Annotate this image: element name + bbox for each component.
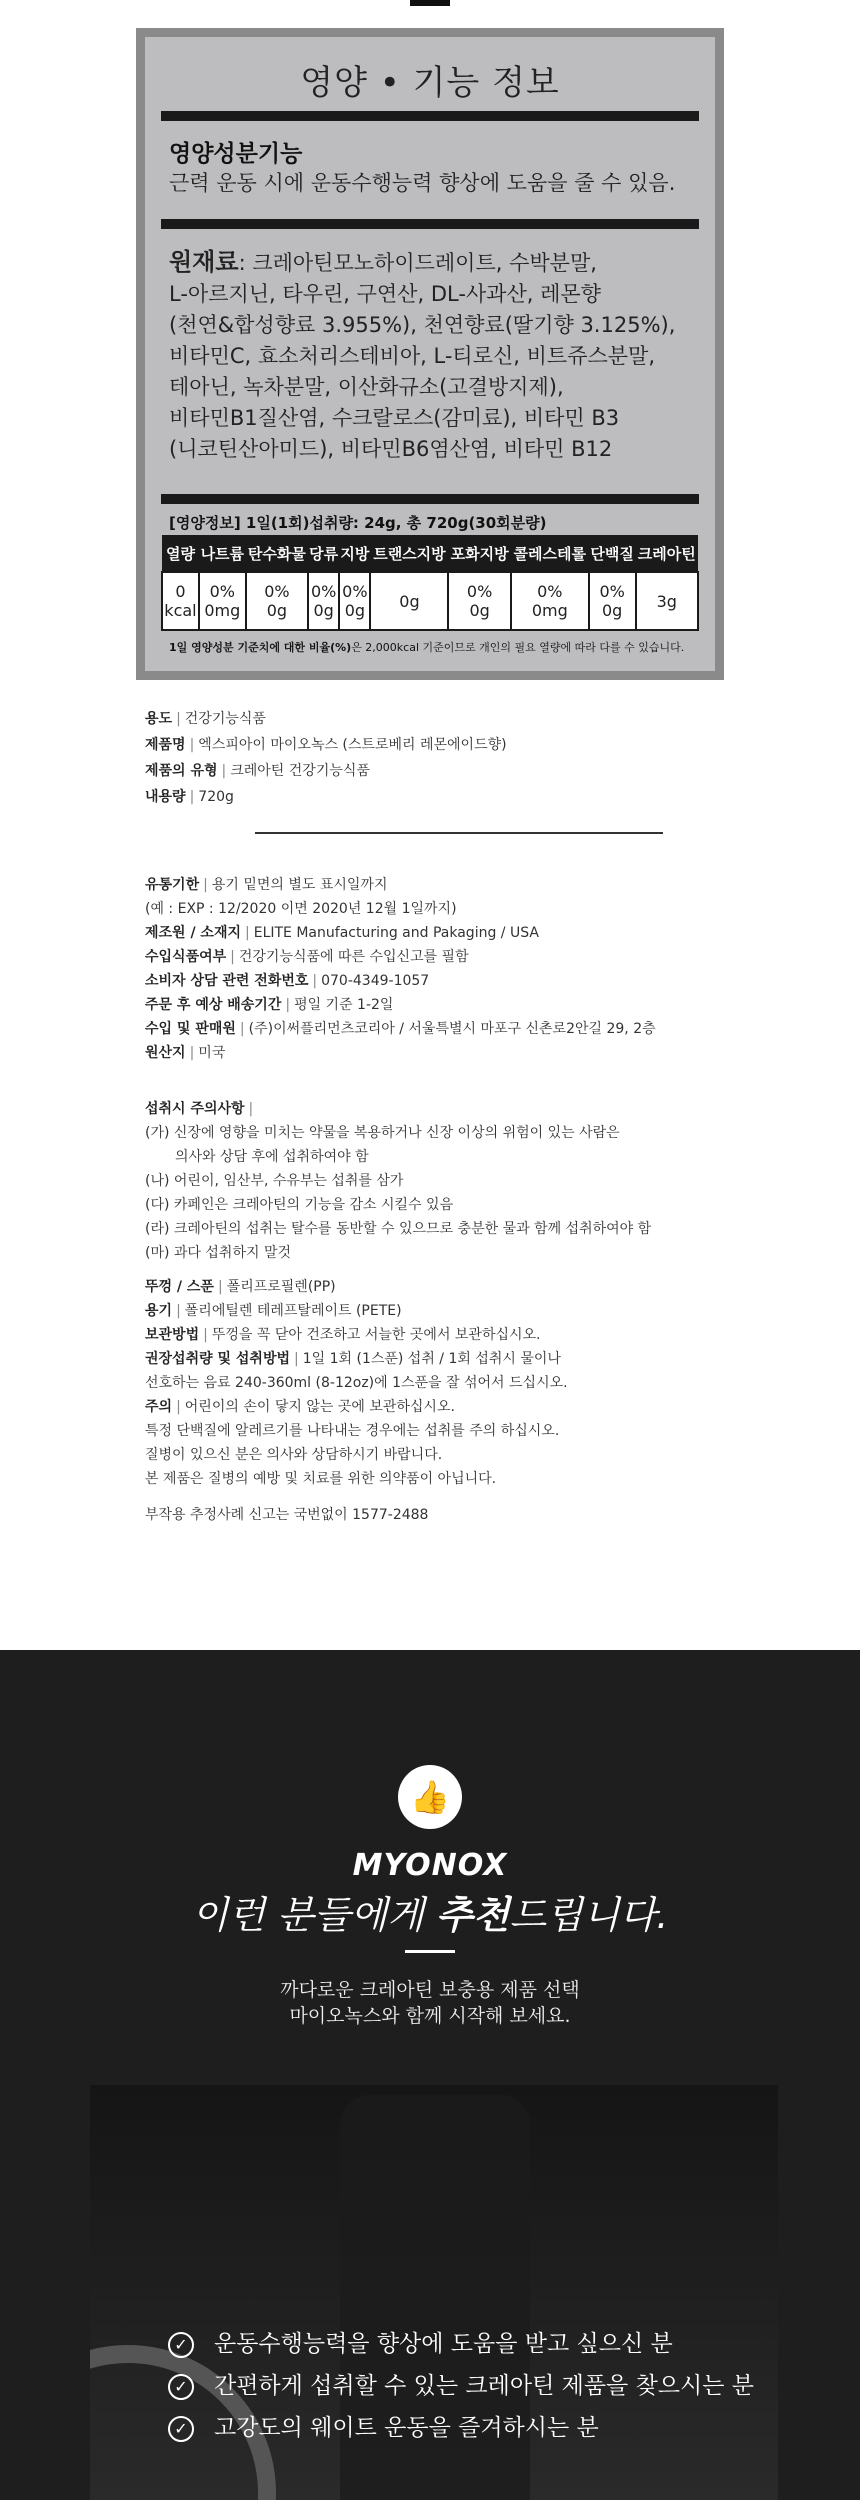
nutrition-value-line: 0g — [266, 601, 288, 620]
headline-part: 이런 분들에게 — [191, 1893, 437, 1937]
check-circle-icon: ✓ — [168, 2416, 194, 2442]
nutrition-value-line: 0% — [310, 582, 337, 601]
info-row — [145, 873, 745, 897]
caution-block: 섭취시 주의사항 | (가) 신장에 영향을 미치는 약물을 복용하거나 신장 이상의 위험이 있는 사람은 의사와 상담 후에 섭취하여야 함 (나) 어린이, 임산부, 수유부는 섭취를 삼가 (다) 카페인은 크레아틴의 기능을 감소 시킬수 있음 (라) 크레아틴의 섭취는 탈수를 동반할 수 있으므로 충분한 물과 함께 섭취하여야 함 (마) 과다 섭취하지 말것 — [145, 1097, 745, 1265]
top-divider — [410, 0, 450, 6]
caution-line: 의사와 상담 후에 섭취하여야 함 — [175, 1149, 369, 1165]
info-key: 제품명 — [145, 737, 186, 753]
info-key: 용기 — [145, 1303, 173, 1319]
headline-part: 드립니다. — [509, 1893, 669, 1937]
recommend-item-text: 고강도의 웨이트 운동을 즐겨하시는 분 — [214, 2415, 599, 2441]
nutrition-column-header: 지방 — [339, 535, 370, 572]
info-value: 뚜껑을 꼭 닫아 건조하고 서늘한 곳에서 보관하십시오. — [211, 1327, 541, 1343]
info-value: 1일 1회 (1스푼) 섭취 / 1회 섭취시 물이나 — [302, 1351, 561, 1367]
side-effect-report: 부작용 추정사례 신고는 국번없이 1577-2488 — [145, 1507, 429, 1523]
nutrition-value-line: 0% — [342, 582, 368, 601]
info-row — [145, 1419, 745, 1443]
info-key: 제조원 / 소재지 — [145, 925, 242, 941]
info-key: 소비자 상담 관련 전화번호 — [145, 973, 309, 989]
nutrition-column-header: 나트륨 — [199, 535, 246, 572]
info-separator: | — [285, 997, 291, 1013]
info-row — [145, 1275, 745, 1299]
info-bottom — [145, 1275, 745, 1491]
ingredients-line: 테아닌, 녹차분말, 이산화규소(고결방지제), — [169, 375, 564, 399]
info-value: 선호하는 음료 240-360ml (8-12oz)에 1스푼을 잘 섞어서 드십시오. — [145, 1375, 568, 1391]
nutrition-column-header: 포화지방 — [448, 535, 510, 572]
info-key: 용도 — [145, 711, 173, 727]
info-separator: | — [176, 1399, 181, 1415]
nutrition-value — [589, 572, 636, 630]
nutrition-value-line: 0% — [466, 582, 493, 601]
info-separator: | — [239, 1021, 245, 1037]
brand-name: MYONOX — [352, 1848, 508, 1883]
caution-head: 섭취시 주의사항 — [145, 1101, 245, 1117]
info-top — [145, 706, 745, 810]
info-key: 주의 — [145, 1399, 173, 1415]
nutrition-column-header: 열량 — [162, 535, 199, 572]
info-value: 엑스피아이 마이오녹스 (스트로베리 레몬에이드향) — [198, 737, 507, 753]
info-separator: | — [203, 1327, 208, 1343]
info-row — [145, 784, 745, 810]
headline-divider — [405, 1950, 455, 1953]
nutrition-value-line: 3g — [656, 591, 677, 611]
recommend-item — [168, 2325, 673, 2358]
nutrition-value-line: 0% — [599, 582, 625, 601]
check-circle-icon: ✓ — [168, 2374, 194, 2400]
label-rule — [161, 111, 699, 121]
info-value: 건강기능식품에 따른 수입신고를 필함 — [238, 949, 469, 965]
info-value: ELITE Manufacturing and Pakaging / USA — [253, 925, 539, 941]
info-separator: | — [312, 973, 318, 989]
info-separator: | — [230, 949, 235, 965]
caution-line: (라) 크레아틴의 섭취는 탈수를 동반할 수 있으므로 충분한 물과 함께 섭취하여야 함 — [145, 1221, 652, 1237]
ingredients-head: 원재료 — [169, 248, 239, 276]
info-key: 내용량 — [145, 789, 186, 805]
nutrition-head: [영양정보] 1일(1회)섭취량: 24g, 총 720g(30회분량) — [169, 514, 547, 532]
info-value: 특정 단백질에 알레르기를 나타내는 경우에는 섭취를 주의 하십시오. — [145, 1423, 560, 1439]
info-value: (주)이써플리먼츠코리아 / 서울특별시 마포구 신촌로2안길 29, 2층 — [248, 1021, 656, 1037]
info-row — [145, 1467, 745, 1491]
recommend-item-text: 간편하게 섭취할 수 있는 크레아틴 제품을 찾으시는 분 — [214, 2373, 754, 2399]
info-row — [145, 1323, 745, 1347]
headline-emphasis: 추천 — [436, 1893, 510, 1937]
nutrition-table — [161, 535, 699, 631]
info-row — [145, 732, 745, 758]
nutrition-column-header: 콜레스테롤 — [511, 535, 589, 572]
info-row — [145, 1017, 745, 1041]
nutrition-value — [370, 572, 448, 630]
info-key: 권장섭취량 및 섭취방법 — [145, 1351, 290, 1367]
check-circle-icon: ✓ — [168, 2332, 194, 2358]
info-key: 제품의 유형 — [145, 763, 218, 779]
info-value: 폴리에틸렌 테레프탈레이트 (PETE) — [184, 1303, 402, 1319]
nutrition-column-header: 크레아틴 — [636, 535, 698, 572]
info-key: 수입 및 판매원 — [145, 1021, 236, 1037]
info-value: 720g — [198, 789, 234, 805]
info-key: 보관방법 — [145, 1327, 200, 1343]
nutrition-value-line: 0% — [537, 582, 563, 601]
recommend-item — [168, 2409, 599, 2442]
info-row — [145, 706, 745, 732]
info-value: 질병이 있으신 분은 의사와 상담하시기 바랍니다. — [145, 1447, 443, 1463]
info-mid — [145, 873, 745, 1065]
function-head: 영양성분기능 — [169, 141, 303, 167]
info-separator: | — [217, 1279, 223, 1295]
info-key: 수입식품여부 — [145, 949, 227, 965]
info-separator: | — [189, 789, 195, 805]
nutrition-value — [636, 572, 698, 630]
nutrition-value-line: 0mg — [531, 601, 568, 620]
nutrition-value-line: 0mg — [204, 601, 241, 620]
info-value: 어린이의 손이 닿지 않는 곳에 보관하십시오. — [184, 1399, 455, 1415]
info-value: 본 제품은 질병의 예방 및 치료를 위한 의약품이 아닙니다. — [145, 1471, 497, 1487]
info-separator: | — [176, 711, 181, 727]
info-row — [145, 1347, 745, 1371]
info-value: 용기 밑면의 별도 표시일까지 — [211, 877, 388, 893]
nutrition-column-header: 탄수화물 — [246, 535, 308, 572]
caution-line: (마) 과다 섭취하지 말것 — [145, 1245, 291, 1261]
info-value: 폴리프로필렌(PP) — [226, 1279, 336, 1295]
label-rule — [161, 494, 699, 504]
ingredients-line: 비타민B1질산염, 수크랄로스(감미료), 비타민 B3 — [169, 406, 620, 430]
nutrition-value-line: 0 — [175, 582, 186, 601]
nutrition-column-header: 단백질 — [589, 535, 636, 572]
info-row — [145, 1371, 745, 1395]
info-row — [145, 758, 745, 784]
nutrition-value — [308, 572, 339, 630]
caution-line: (가) 신장에 영향을 미치는 약물을 복용하거나 신장 이상의 위험이 있는 사람은 — [145, 1125, 620, 1141]
info-value: 070-4349-1057 — [321, 973, 430, 989]
nutrition-value-line: 0g — [601, 601, 623, 620]
nutrition-footer-bold: 1일 영양성분 기준치에 대한 비율(%) — [169, 641, 352, 654]
info-row — [145, 1299, 745, 1323]
info-value: 건강기능식품 — [184, 711, 266, 727]
info-separator: | — [294, 1351, 299, 1367]
nutrition-footer-text: 은 2,000kcal 기준이므로 개인의 필요 열량에 따라 다를 수 있습니다. — [351, 641, 685, 654]
recommend-subtitle: 마이오녹스와 함께 시작해 보세요. — [289, 2005, 571, 2027]
info-row — [145, 1041, 745, 1065]
nutrition-value-line: 0% — [209, 582, 235, 601]
info-separator: | — [189, 737, 195, 753]
info-key: 뚜껑 / 스푼 — [145, 1279, 214, 1295]
info-row — [145, 969, 745, 993]
nutrition-value-line: 0g — [313, 601, 334, 620]
nutrition-column-header: 당류 — [308, 535, 339, 572]
ingredients-line: : 크레아틴모노하이드레이트, 수박분말, — [238, 251, 597, 275]
recommend-subtitle: 까다로운 크레아틴 보충용 제품 선택 — [280, 1979, 580, 2001]
ingredients-line: 비타민C, 효소처리스테비아, L-티로신, 비트쥬스분말, — [169, 344, 656, 368]
info-separator: | — [189, 1045, 195, 1061]
nutrition-value-line: kcal — [164, 601, 197, 620]
caution-line: (다) 카페인은 크레아틴의 기능을 감소 시킬수 있음 — [145, 1197, 454, 1213]
info-row — [145, 897, 745, 921]
info-row — [145, 1395, 745, 1419]
info-row — [145, 921, 745, 945]
ingredients-line: L-아르지닌, 타우린, 구연산, DL-사과산, 레몬향 — [169, 282, 601, 306]
nutrition-value-line: 0g — [399, 591, 420, 611]
info-row — [145, 1443, 745, 1467]
label-title: 영양 • 기능 정보 — [300, 63, 560, 103]
recommend-item — [168, 2367, 754, 2400]
info-separator: | — [245, 925, 250, 941]
caution-line: (나) 어린이, 임산부, 수유부는 섭취를 삼가 — [145, 1173, 404, 1189]
thumbs-up-icon: 👍 — [398, 1765, 462, 1829]
info-key: 원산지 — [145, 1045, 186, 1061]
function-text: 근력 운동 시에 운동수행능력 향상에 도움을 줄 수 있음. — [169, 171, 676, 195]
info-key: 주문 후 예상 배송기간 — [145, 997, 282, 1013]
nutrition-value — [339, 572, 370, 630]
nutrition-value-line: 0% — [264, 582, 290, 601]
nutrition-value — [511, 572, 589, 630]
nutrition-value-line: 0g — [344, 601, 366, 620]
info-separator: | — [221, 763, 227, 779]
label-rule — [161, 219, 699, 229]
info-value: 미국 — [198, 1045, 226, 1061]
nutrition-value — [246, 572, 308, 630]
info-row — [145, 945, 745, 969]
recommend-item-text: 운동수행능력을 향상에 도움을 받고 싶으신 분 — [214, 2331, 673, 2357]
nutrition-label — [136, 28, 724, 680]
info-value: (예 : EXP : 12/2020 이면 2020년 12월 1일까지) — [145, 901, 457, 917]
ingredients-line: (니코틴산아미드), 비타민B6염산염, 비타민 B12 — [169, 437, 613, 461]
recommend-headline — [0, 1884, 860, 1939]
info-separator: | — [176, 1303, 181, 1319]
nutrition-value — [448, 572, 510, 630]
info-row — [145, 993, 745, 1017]
nutrition-value — [199, 572, 246, 630]
nutrition-value — [162, 572, 199, 630]
ingredients-line: (천연&합성향료 3.955%), 천연향료(딸기향 3.125%), — [169, 313, 676, 337]
nutrition-column-header: 트랜스지방 — [370, 535, 448, 572]
info-separator: | — [203, 877, 208, 893]
info-value: 크레아틴 건강기능식품 — [230, 763, 370, 779]
info-key: 유통기한 — [145, 877, 200, 893]
ingredients — [161, 229, 699, 494]
nutrition-value-line: 0g — [469, 601, 490, 620]
section-divider — [255, 832, 663, 834]
info-value: 평일 기준 1-2일 — [294, 997, 394, 1013]
nutrition-footer — [161, 631, 699, 655]
